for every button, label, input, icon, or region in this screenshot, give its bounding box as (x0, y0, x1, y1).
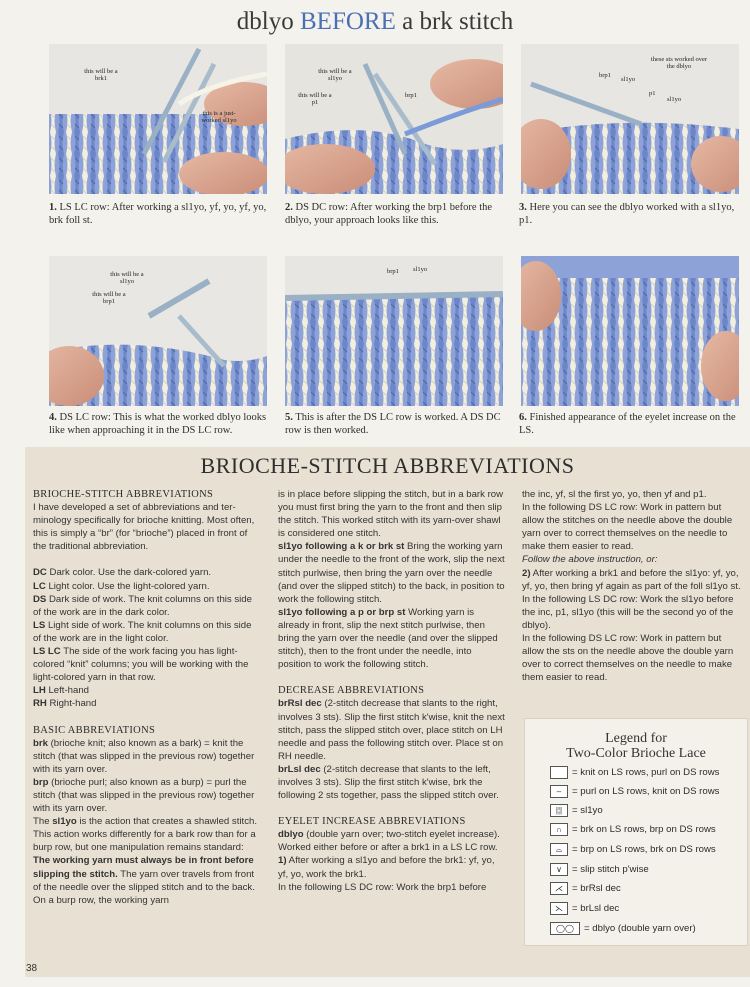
legend-item: |¦| = sl1yo (550, 804, 603, 818)
photo-2-label-1: this will be a sl1yo (318, 68, 352, 82)
photo-5 (285, 256, 503, 406)
photo-6 (521, 256, 739, 406)
column-1 (33, 488, 258, 907)
legend-item: ∩ = brk on LS rows, brp on DS rows (550, 823, 716, 837)
dblyo-icon: ◯◯ (550, 922, 580, 935)
brrsl-icon: ⋌ (550, 882, 568, 895)
def-rh: RH Right-hand (33, 698, 97, 710)
step-1: 1) After working a sl1yo and before the brk1: yf, yo, yf, yo, work the brk1. (278, 855, 495, 880)
legend-item: ⌓ = brp on LS rows, brk on DS rows (550, 843, 716, 857)
photo-3-label-over: these sts worked over the dblyo (650, 56, 708, 70)
def-brrsl: brRsl dec (2-stitch decrease that slants to the right, involves 3 sts). Slip the first stitch k'wise, knit the next stitch, pass the slipped stitch over, place stitch on LH needle and pass the following stitch over. Place st on RH needle. (278, 698, 505, 762)
legend-item: ⋋ = brLsl dec (550, 902, 619, 916)
legend-item: = knit on LS rows, purl on DS rows (550, 766, 719, 780)
photo-3 (521, 44, 739, 194)
photo-4-label-2: this will be a brp1 (92, 291, 126, 305)
legend-item: ⋌ = brRsl dec (550, 882, 621, 896)
blank-square-icon (550, 766, 568, 779)
photo-5-label-brp1: brp1 (387, 268, 399, 275)
slip-pwise-icon: ∨ (550, 863, 568, 876)
col3-p1: the inc, yf, sl the first yo, yo, then yf and p1. (522, 489, 707, 500)
photo-2-label-3: brp1 (405, 92, 417, 99)
brlsl-icon: ⋋ (550, 902, 568, 915)
photo-3-label-p1: p1 (649, 90, 656, 97)
photo-1-label-1: this will be a brk1 (84, 68, 118, 82)
photo-4-label-1: this will be a sl1yo (110, 271, 144, 285)
heading-decrease: DECREASE ABBREVIATIONS (278, 685, 425, 697)
photo-2 (285, 44, 503, 194)
photo-1 (49, 44, 267, 194)
caption-2: 2. DS DC row: After working the brp1 before the dblyo, your approach looks like this. (285, 202, 493, 226)
photo-4 (49, 256, 267, 406)
dash-square-icon: – (550, 785, 568, 798)
heading-basic: BASIC ABBREVIATIONS (33, 724, 156, 736)
def-ls-lc: LS LC The side of the work facing you has light-colored “knit” columns; you will be working with the light-colored yarn in that row. (33, 646, 249, 684)
legend-title-1: Legend for (605, 731, 667, 746)
legend-item: ◯◯ = dblyo (double yarn over) (550, 922, 696, 936)
def-sl1yo: The sl1yo is the action that creates a shawled stitch. This action works differently for a bark row than for a burp row, but one manipulation remains standard: The working yarn must always be in front before slipping the stitch. The yarn over travels from front of the needle over the slipped stitch and to the back. On a burp row, the working yarn (33, 816, 257, 906)
heading-brioche: BRIOCHE-STITCH ABBREVIATIONS (33, 489, 214, 500)
def-sl1yo-p: sl1yo following a p or brp st Working yarn is already in front, slip the next stitch purlwise, then bring the yarn over the needle (and over the slipped stitch), then to the front under the needle, into position to work the following stitch. (278, 606, 498, 671)
intro-text: I have developed a set of abbreviations and ter-minology specifically for brioche knitting. Most often, this is simply a “br” (for “brioche”) placed in front of the traditional abbreviation. (33, 502, 255, 553)
def-ls: LS Light side of work. The knit columns on this side of the work are in the light color. (33, 619, 252, 644)
title-highlight: BEFORE (300, 8, 396, 35)
col3-p2: In the following DS LC row: Work in pattern but allow the stitches on the needle above the double yarn over to correct themselves on the needle to make them easier to read. (522, 502, 733, 553)
heading-eyelet: EYELET INCREASE ABBREVIATIONS (278, 816, 466, 828)
col3-follow: Follow the above instruction, or: (522, 554, 658, 566)
legend-item: ∨ = slip stitch p'wise (550, 863, 649, 877)
brk-icon: ∩ (550, 823, 568, 836)
photo-1-label-2: this is a just-worked sl1yo (201, 110, 237, 124)
column-2 (278, 488, 506, 894)
photo-3-label-sl1yo: sl1yo (621, 76, 636, 83)
sl1yo-icon: |¦| (550, 804, 568, 817)
caption-4: 4. DS LC row: This is what the worked dblyo looks like when approaching it in the DS LC row. (49, 412, 267, 436)
def-brlsl: brLsl dec (2-stitch decrease that slants to the left, involves 3 sts). Slip the first stitch k'wise, brk the following 2 sts together, pass the slipped stitch over. (278, 763, 499, 802)
brp-icon: ⌓ (550, 843, 568, 856)
def-brk: brk (brioche knit; also known as a bark) = knit the stitch (that was slipped in the previous row) together with its yarn over. (33, 737, 255, 775)
def-dc: DC Dark color. Use the dark-colored yarn. (33, 567, 212, 579)
caption-3: 3. Here you can see the dblyo worked with a sl1yo, p1. (519, 202, 735, 226)
legend-item: – = purl on LS rows, knit on DS rows (550, 785, 719, 799)
page-number: 38 (26, 963, 38, 974)
page-title: dblyo BEFORE a brk stitch (236, 8, 514, 35)
photo-3-label-sl1yo-2: sl1yo (667, 96, 682, 103)
col3-p4: In the following DS LC row: Work in pattern but allow the sts on the needle above the double yarn over to correct themselves on the needle to make them easier to read. (522, 633, 734, 684)
section-title: BRIOCHE-STITCH ABBREVIATIONS (200, 453, 575, 478)
photo-5-label-sl1yo: sl1yo (413, 266, 428, 273)
photo-2-label-2: this will be a p1 (298, 92, 332, 106)
caption-6: 6. Finished appearance of the eyelet increase on the LS. (519, 412, 736, 436)
def-ds: DS Dark side of work. The knit columns on this side of the work are in the dark color. (33, 593, 252, 618)
def-sl1yo-k: sl1yo following a k or brk st Bring the working yarn under the needle to the front of the work, slip the next stitch purlwise, then bring the yarn over the needle (and over the slipped stitch) to the back, in position to work the following stitch. (278, 541, 505, 605)
def-lc: LC Light color. Use the light-colored yarn. (33, 580, 210, 592)
col2-intro: is in place before slipping the stitch, but in a bark row you must first bring the yarn to the front and then slip the stitch. This worked stitch with its yarn-over shawl is considered one stitch. (278, 489, 504, 540)
step-1-more: In the following LS DC row: Work the brp1 before (278, 881, 487, 893)
col3-p3: In the following LS DC row: Work the sl1yo before the inc, p1, sl1yo (this will be the second yo of the dblyo). (522, 593, 734, 631)
column-3 (522, 488, 742, 684)
legend-title-2: Two-Color Brioche Lace (566, 746, 706, 761)
def-dblyo: dblyo (double yarn over; two-stitch eyelet increase). Worked either before or after a brk1 in a LS LC row. (278, 829, 500, 854)
caption-5: 5. This is after the DS LC row is worked. A DS DC row is then worked. (285, 412, 501, 436)
step-2: 2) After working a brk1 and before the sl1yo: yf, yo, yf, yo, then bring yf again as part of the foll sl1yo st. (522, 567, 741, 592)
def-brp: brp (brioche purl; also known as a burp) = purl the stitch (that was slipped in the previous row) together with its yarn over. (33, 776, 255, 815)
legend-box (524, 718, 748, 946)
def-lh: LH Left-hand (33, 685, 90, 697)
caption-1: 1. LS LC row: After working a sl1yo, yf, yo, yf, yo, brk foll st. (49, 202, 267, 226)
photo-3-label-brp1: brp1 (599, 72, 611, 79)
